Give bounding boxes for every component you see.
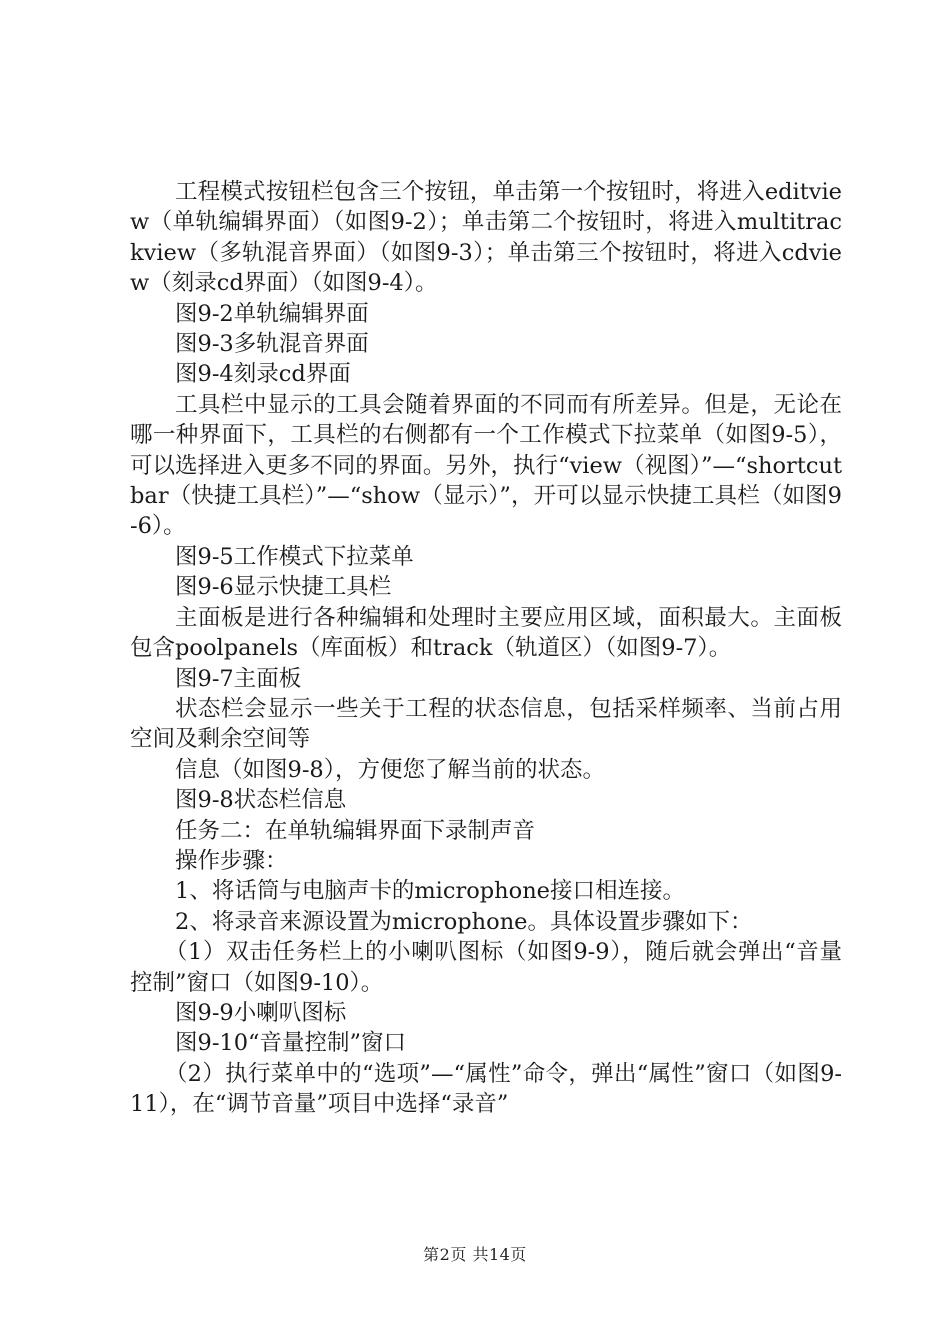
figure-caption-9-10: 图9-10“音量控制”窗口 xyxy=(175,1030,407,1057)
task-heading: 任务二：在单轨编辑界面下录制声音 xyxy=(175,817,536,844)
figure-caption-9-5: 图9-5工作模式下拉菜单 xyxy=(175,543,414,570)
figure-caption-9-9: 图9-9小喇叭图标 xyxy=(175,999,347,1026)
paragraph-main-panel: 主面板是进行各种编辑和处理时主要应用区域，面积最大。主面板包含poolpanels（库面板）和track（轨道区）（如图9-7）。 xyxy=(130,604,842,662)
figure-caption-9-6: 图9-6显示快捷工具栏 xyxy=(175,574,392,601)
steps-heading: 操作步骤： xyxy=(175,847,288,874)
paragraph-status-bar: 状态栏会显示一些关于工程的状态信息，包括采样频率、当前占用空间及剩余空间等 xyxy=(130,695,842,753)
figure-caption-9-7: 图9-7主面板 xyxy=(175,665,302,692)
step-1: 1、将话筒与电脑声卡的microphone接口相连接。 xyxy=(175,878,685,905)
page-footer: 第2页 共14页 xyxy=(423,1245,527,1264)
figure-caption-9-4: 图9-4刻录cd界面 xyxy=(175,361,351,388)
document-body xyxy=(130,177,842,1120)
paragraph-mode-buttons: 工程模式按钮栏包含三个按钮，单击第一个按钮时，将进入editview（单轨编辑界面）（如图9-2）；单击第二个按钮时，将进入multitrackview（多轨混音界面）（如图9-3）；单击第三个按钮时，将进入cdview（刻录cd界面）（如图9-4）。 xyxy=(130,179,842,297)
substep-1: （1）双击任务栏上的小喇叭图标（如图9-9），随后就会弹出“音量控制”窗口（如图9-10）。 xyxy=(130,939,842,996)
figure-caption-9-8: 图9-8状态栏信息 xyxy=(175,787,347,814)
step-2: 2、将录音来源设置为microphone。具体设置步骤如下： xyxy=(175,908,753,935)
paragraph-toolbar: 工具栏中显示的工具会随着界面的不同而有所差异。但是，无论在哪一种界面下，工具栏的右侧都有一个工作模式下拉菜单（如图9-5），可以选择进入更多不同的界面。另外，执行“view（视图）”—“shortcutbar（快捷工具栏）”—“show（显示）”，开可以显示快捷工具栏（如图9-6）。 xyxy=(130,391,842,540)
figure-caption-9-2: 图9-2单轨编辑界面 xyxy=(175,300,369,327)
figure-caption-9-3: 图9-3多轨混音界面 xyxy=(175,331,369,358)
paragraph-status-bar-cont: 信息（如图9-8），方便您了解当前的状态。 xyxy=(175,756,605,783)
substep-2: （2）执行菜单中的“选项”—“属性”命令，弹出“属性”窗口（如图9-11），在“调节音量”项目中选择“录音” xyxy=(130,1060,842,1118)
